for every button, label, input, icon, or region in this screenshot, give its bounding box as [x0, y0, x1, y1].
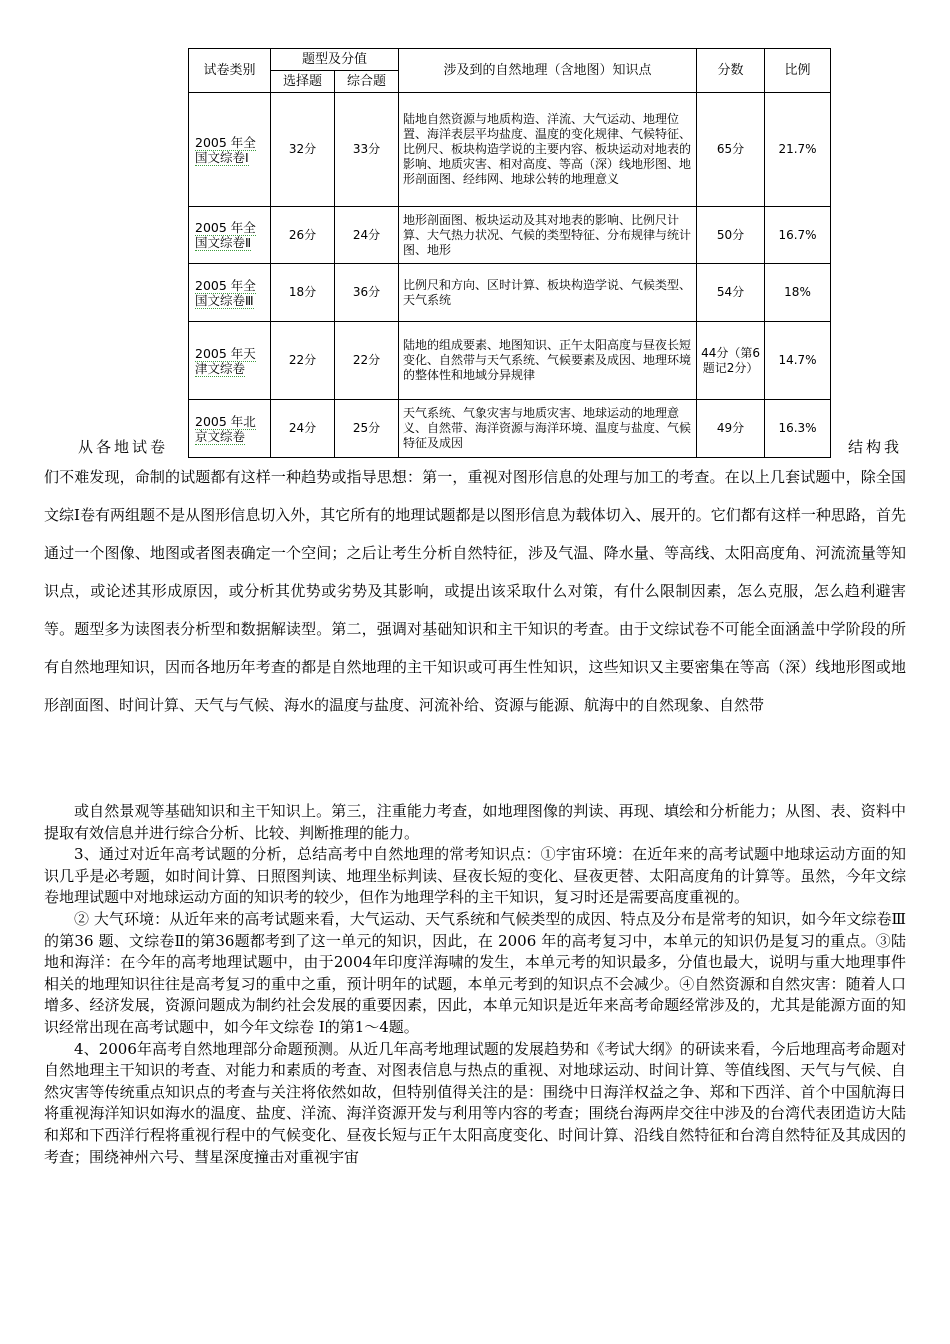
composite-score: 24分 — [335, 207, 399, 264]
exam-type: 2005 年天津文综卷 — [189, 322, 271, 400]
paragraph-common-points: 3、通过对近年高考试题的分析，总结高考中自然地理的常考知识点：①宇宙环境：在近年来的高考试题中地球运动方面的知识几乎是必考题，如时间计算、日照图判读、地理坐标判读、昼夜长短的变化、昼夜更替、太阳高度角的计算等。虽然，今年文综卷地理试题中对地球运动方面的知识考的较少，但作为地理学科的主干知识，复习时还是需要高度重视的。 — [44, 845, 906, 907]
paragraph-atmosphere: ② 大气环境：从近年来的高考试题来看，大气运动、天气系统和气候类型的成因、特点及分布是常考的知识，如今年文综卷Ⅲ的第36 题、文综卷Ⅱ的第36题都考到了这一单元的知识，因此，在 2006 年的高考复习中，本单元的知识仍是复习的重点。③陆地和海洋：在今年的高考地理试题中，由于2004年印度洋海啸的发生，本单元考的知识最多，分值也最大，说明与重大地理事件相关的地理知识往往是高考复习的重中之重，预计明年的试题，本单元考到的知识点不会减少。④自然资源和自然灾害：随着人口增多、经济发展，资源问题成为制约社会发展的重要因素，因此，本单元知识是近年来高考命题经常涉及的，尤其是能源方面的知识经常出现在高考试题中，如今年文综卷 Ⅰ的第1～4题。 — [44, 909, 906, 1036]
exam-type: 2005 年全国文综卷Ⅱ — [189, 207, 271, 264]
exam-type: 2005 年北京文综卷 — [189, 400, 271, 458]
composite-score: 33分 — [335, 93, 399, 207]
choice-score: 26分 — [271, 207, 335, 264]
inline-text-before-table: 从各地试卷 — [78, 438, 169, 456]
header-score: 分数 — [697, 49, 765, 93]
paragraph-ability: 或自然景观等基础知识和主干知识上。第三，注重能力考查，如地理图像的判读、再现、填绘和分析能力；从图、表、资料中提取有效信息并进行综合分析、比较、判断推理的能力。 — [44, 802, 906, 842]
exam-type: 2005 年全国文综卷Ⅰ — [189, 93, 271, 207]
table-row — [189, 207, 831, 264]
exam-stats-table — [188, 48, 831, 458]
table-row — [189, 400, 831, 458]
ratio: 21.7% — [765, 93, 831, 207]
paragraph-analysis: 们不难发现，命制的试题都有这样一种趋势或指导思想：第一，重视对图形信息的处理与加工的考查。在以上几套试题中，除全国文综Ⅰ卷有两组题不是从图形信息切入外，其它所有的地理试题都是以图形信息为载体切入、展开的。它们都有这样一种思路，首先通过一个图像、地图或者图表确定一个空间；之后让考生分析自然特征，涉及气温、降水量、等高线、太阳高度角、河流流量等知识点，或论述其形成原因，或分析其优势或劣势及其影响，或提出该采取什么对策，有什么限制因素，怎么克服，怎么趋利避害等。题型多为读图表分析型和数据解读型。第二，强调对基础知识和主干知识的考查。由于文综试卷不可能全面涵盖中学阶段的所有自然地理知识，因而各地历年考查的都是自然地理的主干知识或可再生性知识，这些知识又主要密集在等高（深）线地形图或地形剖面图、时间计算、天气与气候、海水的温度与盐度、河流补给、资源与能源、航海中的自然现象、自然带 — [44, 468, 906, 714]
choice-score: 18分 — [271, 264, 335, 322]
body-text — [44, 801, 906, 1168]
choice-score: 32分 — [271, 93, 335, 207]
total-score: 65分 — [697, 93, 765, 207]
header-composite: 综合题 — [335, 71, 399, 93]
total-score: 50分 — [697, 207, 765, 264]
composite-score: 36分 — [335, 264, 399, 322]
header-question-types: 题型及分值 — [271, 49, 399, 71]
table-row — [189, 264, 831, 322]
header-ratio: 比例 — [765, 49, 831, 93]
knowledge-points: 天气系统、气象灾害与地质灾害、地球运动的地理意义、自然带、海洋资源与海洋环境、温度与盐度、气候特征及成因 — [399, 400, 697, 458]
total-score: 44分（第6题记2分） — [697, 322, 765, 400]
ratio: 14.7% — [765, 322, 831, 400]
choice-score: 22分 — [271, 322, 335, 400]
composite-score: 22分 — [335, 322, 399, 400]
ratio: 16.7% — [765, 207, 831, 264]
composite-score: 25分 — [335, 400, 399, 458]
paragraph-forecast: 4、2006年高考自然地理部分命题预测。从近几年高考地理试题的发展趋势和《考试大纲》的研读来看，今后地理高考命题对自然地理主干知识的考查、对能力和素质的考查、对图表信息与热点的重视、对地球运动、时间计算、等值线图、天气与气候、自然灾害等传统重点知识点的考查与关注将依然如故，但特别值得关注的是：围绕中日海洋权益之争、郑和下西洋、首个中国航海日将重视海洋知识如海水的温度、盐度、洋流、海洋资源开发与利用等内容的考查；围绕台海两岸交往中涉及的台湾代表团造访大陆和郑和下西洋行程将重视行程中的气候变化、昼夜长短与正午太阳高度变化、时间计算、沿线自然特征和台湾自然特征及其成因的考查；围绕神州六号、彗星深度撞击对重视宇宙 — [44, 1039, 906, 1166]
inline-text-after-table: 结构我 — [848, 438, 903, 456]
choice-score: 24分 — [271, 400, 335, 458]
header-choice: 选择题 — [271, 71, 335, 93]
total-score: 54分 — [697, 264, 765, 322]
knowledge-points: 地形剖面图、板块运动及其对地表的影响、比例尺计算、大气热力状况、气候的类型特征、分布规律与统计图、地形 — [399, 207, 697, 264]
knowledge-points: 陆地的组成要素、地图知识、正午太阳高度与昼夜长短变化、自然带与天气系统、气候要素及成因、地理环境的整体性和地域分异规律 — [399, 322, 697, 400]
ratio: 18% — [765, 264, 831, 322]
exam-type: 2005 年全国文综卷Ⅲ — [189, 264, 271, 322]
header-type: 试卷类别 — [189, 49, 271, 93]
header-knowledge: 涉及到的自然地理（含地图）知识点 — [399, 49, 697, 93]
table-row — [189, 322, 831, 400]
ratio: 16.3% — [765, 400, 831, 458]
knowledge-points: 比例尺和方向、区时计算、板块构造学说、气候类型、天气系统 — [399, 264, 697, 322]
table-row — [189, 93, 831, 207]
knowledge-points: 陆地自然资源与地质构造、洋流、大气运动、地理位置、海洋表层平均盐度、温度的变化规律、气候特征、比例尺、板块构造学说的主要内容、板块运动对地表的影响、地质灾害、相对高度、等高（深）线地形图、地形剖面图、经纬网、地球公转的地理意义 — [399, 93, 697, 207]
total-score: 49分 — [697, 400, 765, 458]
